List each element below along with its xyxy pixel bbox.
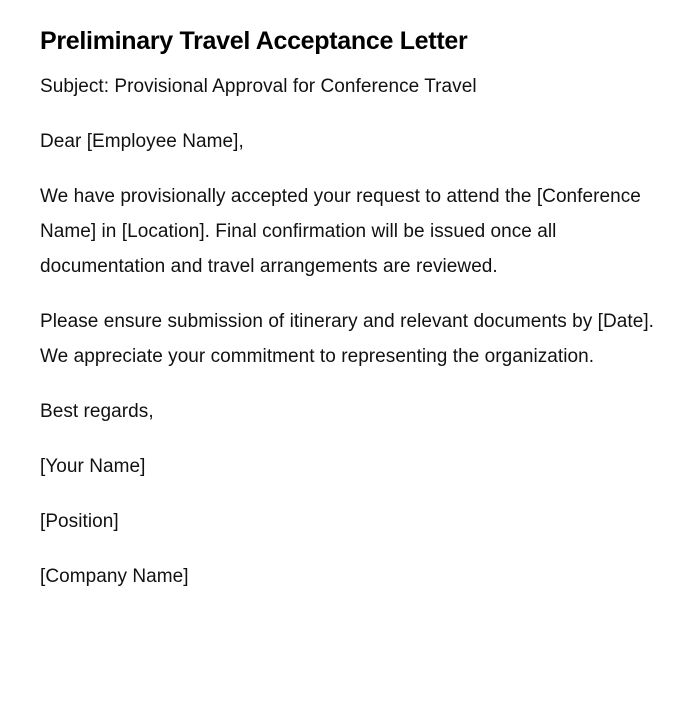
signature-company: [Company Name] [40, 566, 189, 587]
letter-title: Preliminary Travel Acceptance Letter [40, 27, 468, 55]
letter-subject: Subject: Provisional Approval for Conference Travel [40, 76, 477, 97]
signature-name: [Your Name] [40, 456, 146, 477]
letter-body-paragraph: Please ensure submission of itinerary and relevant documents by [Date]. We appreciate your commitment to representing the organization. [40, 311, 654, 367]
letter-body-paragraph: We have provisionally accepted your request to attend the [Conference Name] in [Location]. Final confirmation will be issued once all documentation and travel arrangements are reviewed. [40, 186, 641, 277]
signature-position: [Position] [40, 511, 119, 532]
letter-closing: Best regards, [40, 401, 154, 422]
letter-greeting: Dear [Employee Name], [40, 131, 244, 152]
